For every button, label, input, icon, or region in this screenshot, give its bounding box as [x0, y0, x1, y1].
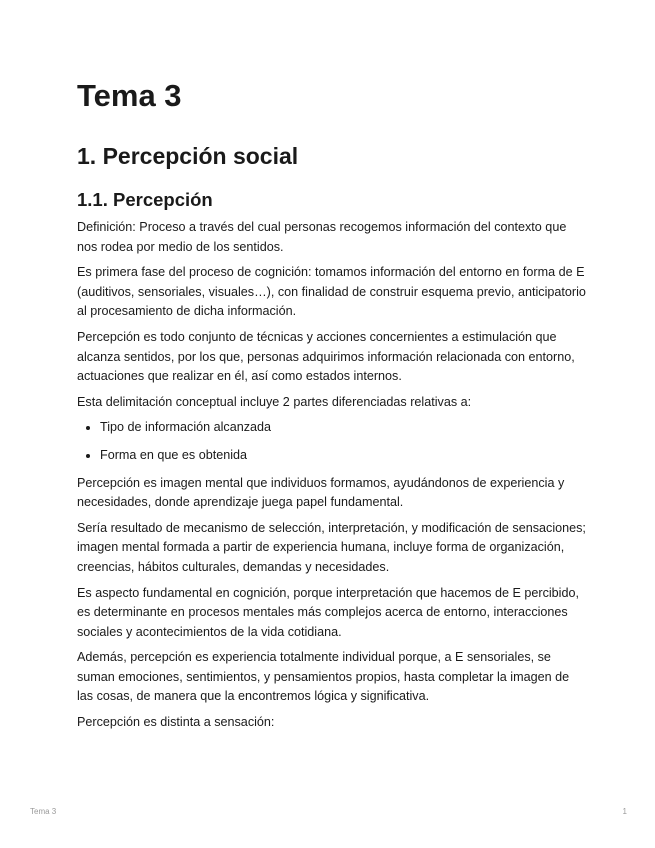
document-body [77, 218, 587, 739]
paragraph-selection-mechanism: Sería resultado de mecanismo de selección, interpretación, y modificación de sensaciones; imagen mental formada a partir de experiencia humana, incluye forma de organización, creencias, hábitos culturales, demandas y necesidades. [77, 520, 586, 574]
paragraph-delimitation: Esta delimitación conceptual incluye 2 partes diferenciadas relativas a: [77, 394, 472, 409]
list-item: • Tipo de información alcanzada [100, 418, 587, 438]
document-title: Tema 3 [77, 78, 182, 113]
paragraph-first-phase: Es primera fase del proceso de cognición: tomamos información del entorno en forma de E (auditivos, sensoriales, visuales…), con finalidad de construir esquema previo, anticipatorio al procesamiento de dicha información. [77, 265, 586, 319]
footer-page-number: 1 [622, 807, 627, 816]
bullet-list [77, 418, 587, 465]
section-heading: 1. Percepción social [77, 143, 299, 169]
subsection-heading: 1.1. Percepción [77, 189, 213, 210]
paragraph-mental-image: Percepción es imagen mental que individuos formamos, ayudándonos de experiencia y necesidades, donde aprendizaje juega papel fundamental. [77, 475, 565, 510]
paragraph-cognition-aspect: Es aspecto fundamental en cognición, porque interpretación que hacemos de E percibido, es determinante en procesos mentales más complejos acerca de entorno, interacciones sociales y acontecimientos de la vida cotidiana. [77, 585, 579, 639]
paragraph-techniques: Percepción es todo conjunto de técnicas y acciones concernientes a estimulación que alcanza sentidos, por los que, personas adquirimos información relacionada con entorno, actuaciones que realizar en él, así como estados internos. [77, 329, 575, 384]
paragraph-sensation: Percepción es distinta a sensación: [77, 715, 275, 730]
list-item: • Forma en que es obtenida [100, 446, 587, 466]
paragraph-definition: Definición: Proceso a través del cual personas recogemos información del contexto que nos rodea por medio de los sentidos. [77, 220, 567, 254]
paragraph-individual-experience: Además, percepción es experiencia totalmente individual porque, a E sensoriales, se suman emociones, sentimientos, y pensamientos propios, hasta completar la imagen de las cosas, de manera que la encontremos lógica y significativa. [77, 650, 570, 704]
footer-running-title: Tema 3 [30, 807, 57, 816]
